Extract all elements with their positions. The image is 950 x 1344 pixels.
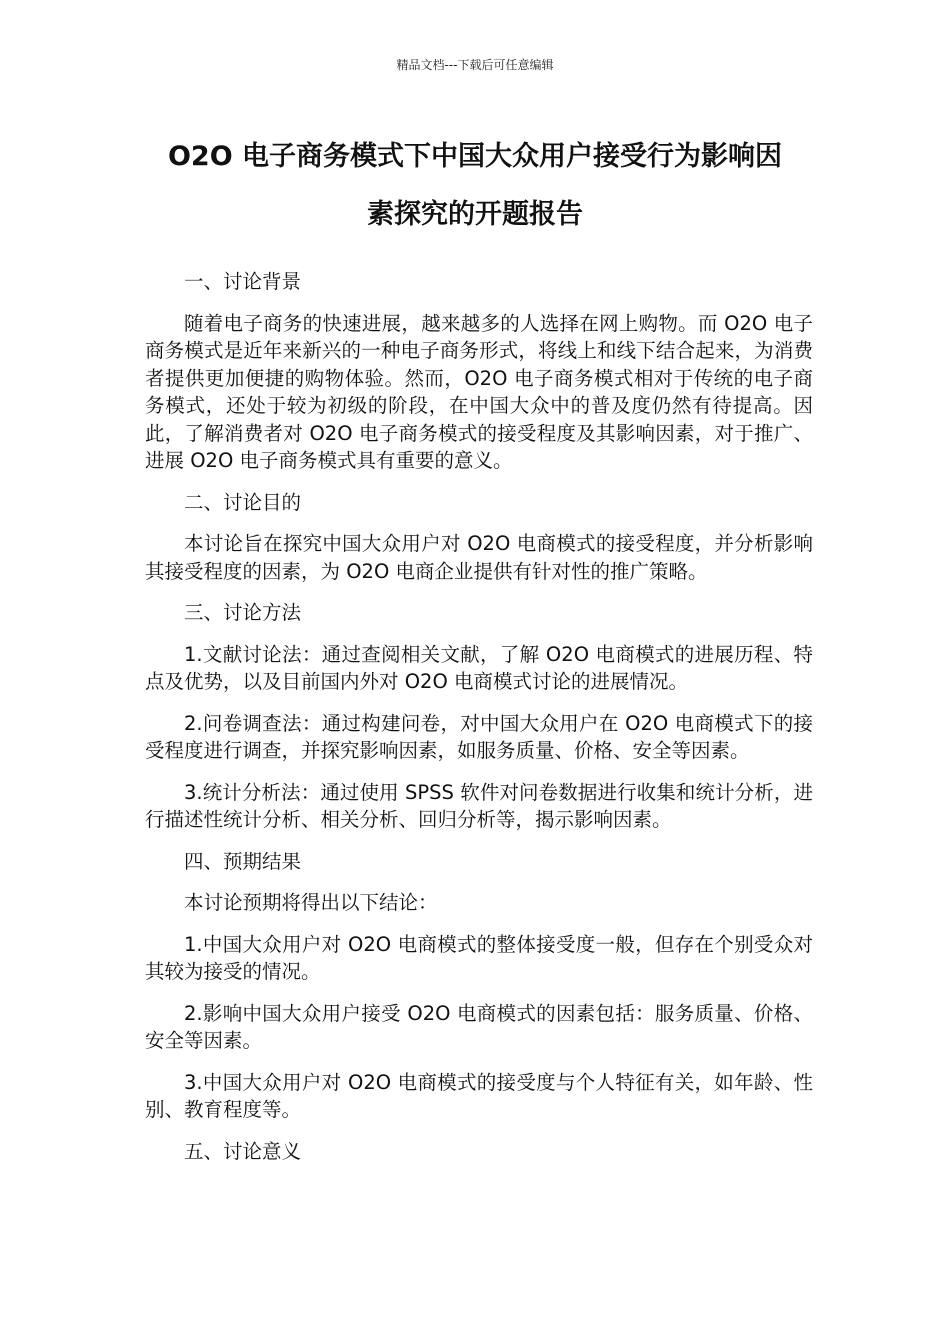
- paragraph-result-1: 1.中国大众用户对 O2O 电商模式的整体接受度一般，但存在个别受众对其较为接受的情况。: [145, 932, 813, 983]
- paragraph-method-statistics: 3.统计分析法：通过使用 SPSS 软件对问卷数据进行收集和统计分析，进行描述性统计分析、相关分析、回归分析等，揭示影响因素。: [145, 780, 813, 831]
- paragraph-method-literature: 1.文献讨论法：通过查阅相关文献，了解 O2O 电商模式的进展历程、特点及优势，以及目前国内外对 O2O 电商模式讨论的进展情况。: [145, 642, 813, 693]
- document-body: [145, 268, 813, 1179]
- section-heading-background: 一、讨论背景: [184, 270, 302, 293]
- paragraph-result-2: 2.影响中国大众用户接受 O2O 电商模式的因素包括：服务质量、价格、安全等因素。: [145, 1001, 813, 1052]
- title-line-1: O2O 电子商务模式下中国大众用户接受行为影响因: [167, 141, 783, 172]
- section-heading-significance: 五、讨论意义: [184, 1139, 302, 1163]
- paragraph-results-intro: 本讨论预期将得出以下结论：: [184, 891, 438, 914]
- title-line-2: 素探究的开题报告: [367, 199, 583, 230]
- header-note: 精品文档---下载后可任意编辑: [396, 58, 554, 72]
- paragraph-result-3: 3.中国大众用户对 O2O 电商模式的接受度与个人特征有关，如年龄、性别、教育程度等。: [145, 1070, 813, 1121]
- section-heading-expected-results: 四、预期结果: [184, 849, 302, 873]
- section-heading-purpose: 二、讨论目的: [184, 490, 302, 514]
- paragraph-method-survey: 2.问卷调查法：通过构建问卷，对中国大众用户在 O2O 电商模式下的接受程度进行调查，并探究影响因素，如服务质量、价格、安全等因素。: [145, 711, 813, 762]
- document-title: [140, 128, 810, 244]
- paragraph-background: 随着电子商务的快速进展，越来越多的人选择在网上购物。而 O2O 电子商务模式是近年来新兴的一种电子商务形式，将线上和线下结合起来，为消费者提供更加便捷的购物体验。然而，O2O 电子商务模式相对于传统的电子商务模式，还处于较为初级的阶段，在中国大众中的普及度仍然有待提高。因此，了解消费者对 O2O 电子商务模式的接受程度及其影响因素，对于推广、进展 O2O 电子商务模式具有重要的意义。: [145, 311, 813, 472]
- section-heading-methods: 三、讨论方法: [184, 601, 302, 624]
- paragraph-purpose: 本讨论旨在探究中国大众用户对 O2O 电商模式的接受程度，并分析影响其接受程度的因素，为 O2O 电商企业提供有针对性的推广策略。: [145, 532, 813, 583]
